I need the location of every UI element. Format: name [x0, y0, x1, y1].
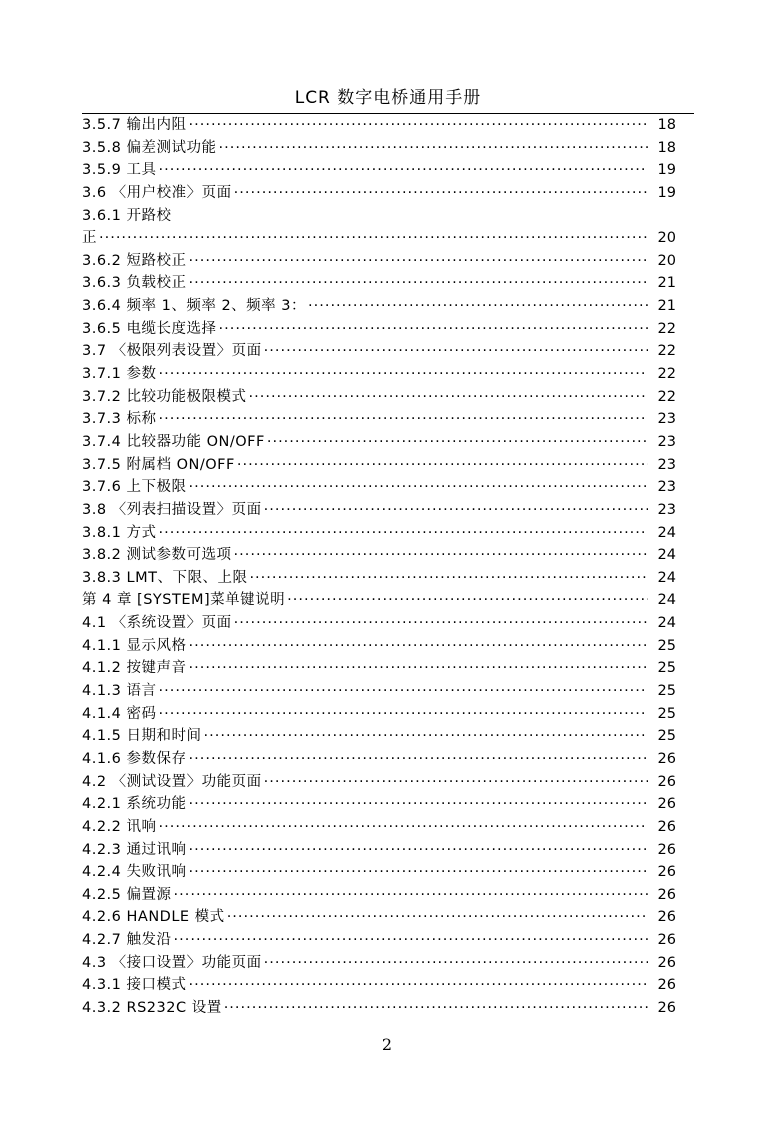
toc-entry-page: 23 — [657, 433, 676, 450]
toc-entry[interactable] — [82, 997, 676, 1020]
toc-leader-dots — [264, 771, 648, 794]
toc-entry-page: 26 — [657, 750, 676, 767]
toc-leader-dots — [159, 363, 648, 386]
toc-entry-page: 23 — [657, 456, 676, 473]
toc-entry[interactable] — [82, 114, 676, 137]
toc-leader-dots — [224, 997, 648, 1020]
toc-entry-page: 22 — [657, 343, 676, 360]
toc-entry[interactable] — [82, 205, 676, 228]
toc-entry[interactable] — [82, 295, 676, 318]
toc-entry[interactable] — [82, 408, 676, 431]
toc-entry-page: 25 — [657, 728, 676, 745]
toc-entry[interactable] — [82, 454, 676, 477]
toc-entry-label: 3.6 〈用户校准〉页面 — [82, 184, 232, 201]
toc-entry-page: 24 — [657, 547, 676, 564]
toc-entry-label: 3.8.2 测试参数可选项 — [82, 547, 232, 564]
toc-leader-dots — [219, 137, 648, 160]
toc-entry-page: 26 — [657, 796, 676, 813]
toc-entry[interactable] — [82, 250, 676, 273]
toc-entry-label: 4.1.2 按键声音 — [82, 660, 187, 677]
toc-entry-label: 4.2.4 失败讯响 — [82, 864, 187, 881]
toc-leader-dots — [189, 272, 648, 295]
toc-entry-page: 19 — [657, 162, 676, 179]
toc-entry-label: 4.3.1 接口模式 — [82, 977, 187, 994]
toc-leader-dots — [287, 589, 648, 612]
toc-leader-dots — [234, 544, 648, 567]
toc-entry-label: 3.5.7 输出内阻 — [82, 117, 187, 133]
toc-entry-page: 25 — [657, 683, 676, 700]
toc-leader-dots — [159, 680, 648, 703]
toc-entry-label: 3.7.4 比较器功能 ON/OFF — [82, 433, 265, 450]
toc-entry-label: 3.6.2 短路校正 — [82, 252, 187, 269]
toc-leader-dots — [249, 386, 648, 409]
toc-leader-dots — [159, 703, 648, 726]
toc-entry-label: 3.7.2 比较功能极限模式 — [82, 388, 247, 405]
toc-entry-page: 24 — [657, 524, 676, 541]
toc-leader-dots — [189, 635, 648, 658]
toc-entry[interactable] — [82, 340, 676, 363]
toc-entry-page: 18 — [657, 139, 676, 156]
toc-entry-label: 3.6.5 电缆长度选择 — [82, 320, 217, 337]
toc-entry[interactable] — [82, 589, 676, 612]
toc-entry-page: 22 — [657, 388, 676, 405]
toc-entry[interactable] — [82, 884, 676, 907]
toc-entry-label: 3.8.3 LMT、下限、上限 — [82, 569, 248, 586]
toc-entry-page: 26 — [657, 909, 676, 926]
toc-entry-page: 26 — [657, 886, 676, 903]
toc-entry[interactable] — [82, 952, 676, 975]
toc-leader-dots — [189, 250, 648, 273]
toc-leader-dots — [264, 340, 648, 363]
toc-leader-dots — [267, 431, 648, 454]
toc-entry-page: 26 — [657, 999, 676, 1016]
toc-entry-label: 4.2.5 偏置源 — [82, 886, 172, 903]
toc-entry[interactable] — [82, 906, 676, 929]
toc-entry[interactable] — [82, 544, 676, 567]
toc-leader-dots — [249, 567, 648, 590]
toc-entry-page: 26 — [657, 841, 676, 858]
toc-entry[interactable] — [82, 318, 676, 341]
toc-entry[interactable] — [82, 703, 676, 726]
toc-leader-dots — [99, 227, 648, 250]
toc-leader-dots — [174, 884, 648, 907]
toc-entry-label: 第 4 章 [SYSTEM]菜单键说明 — [82, 592, 286, 609]
toc-entry-label: 4.2 〈测试设置〉功能页面 — [82, 773, 262, 790]
toc-entry-page: 22 — [657, 366, 676, 383]
toc-entry-page: 25 — [657, 637, 676, 654]
toc-entry-label: 3.7.5 附属档 ON/OFF — [82, 456, 235, 473]
toc-entry-label: 4.3 〈接口设置〉功能页面 — [82, 954, 262, 971]
toc-entry[interactable] — [82, 974, 676, 997]
toc-entry[interactable] — [82, 272, 676, 295]
toc-entry[interactable] — [82, 657, 676, 680]
toc-entry-label: 3.6.1 开路校 — [82, 207, 172, 224]
toc-leader-dots — [189, 793, 648, 816]
toc-leader-dots — [234, 612, 648, 635]
toc-entry-label: 4.2.1 系统功能 — [82, 796, 187, 813]
toc-entry[interactable] — [82, 227, 676, 250]
toc-entry[interactable] — [82, 363, 676, 386]
toc-leader-dots — [219, 318, 648, 341]
toc-entry[interactable] — [82, 499, 676, 522]
toc-leader-dots — [189, 657, 648, 680]
toc-entry-page: 25 — [657, 705, 676, 722]
toc-entry-label: 3.5.9 工具 — [82, 162, 157, 179]
toc-entry[interactable] — [82, 476, 676, 499]
toc-entry-page: 26 — [657, 977, 676, 994]
toc-entry[interactable] — [82, 725, 676, 748]
toc-entry-label: 4.2.3 通过讯响 — [82, 841, 187, 858]
toc-entry-page: 26 — [657, 932, 676, 949]
toc-entry[interactable] — [82, 386, 676, 409]
toc-leader-dots — [174, 929, 648, 952]
toc-entry-label: 3.7.6 上下极限 — [82, 479, 187, 496]
toc-entry-page: 23 — [657, 411, 676, 428]
toc-leader-dots — [237, 454, 648, 477]
toc-entry[interactable] — [82, 635, 676, 658]
toc-entry-page: 24 — [657, 592, 676, 609]
toc-entry-page: 19 — [657, 184, 676, 201]
toc-entry-label: 4.2.2 讯响 — [82, 818, 157, 835]
page-number: 2 — [381, 1035, 393, 1054]
toc-leader-dots — [264, 952, 648, 975]
toc-entry-label: 4.2.7 触发沿 — [82, 932, 172, 949]
toc-entry-label: 3.7 〈极限列表设置〉页面 — [82, 343, 262, 360]
toc-entry-page: 25 — [657, 660, 676, 677]
toc-entry-page: 24 — [657, 615, 676, 632]
toc-entry-label: 3.6.4 频率 1、频率 2、频率 3： — [82, 298, 307, 315]
page-header-title: LCR 数字电桥通用手册 — [294, 88, 482, 108]
toc-leader-dots — [234, 182, 648, 205]
toc-entry[interactable] — [82, 680, 676, 703]
toc-entry[interactable] — [82, 839, 676, 862]
toc-entry[interactable] — [82, 793, 676, 816]
toc-entry[interactable] — [82, 861, 676, 884]
toc-entry[interactable] — [82, 137, 676, 160]
toc-entry-page: 21 — [657, 298, 676, 315]
toc-entry[interactable] — [82, 159, 676, 182]
toc-entry-page: 20 — [657, 230, 676, 247]
toc-entry[interactable] — [82, 748, 676, 771]
toc-entry[interactable] — [82, 522, 676, 545]
toc-leader-dots — [308, 295, 648, 318]
toc-entry[interactable] — [82, 771, 676, 794]
toc-entry-label: 3.8.1 方式 — [82, 524, 157, 541]
toc-entry-label: 3.7.3 标称 — [82, 411, 157, 428]
table-of-contents — [82, 114, 676, 1020]
toc-entry-label: 3.5.8 偏差测试功能 — [82, 139, 217, 156]
toc-entry-label: 正 — [82, 230, 97, 247]
toc-entry-label: 4.1.6 参数保存 — [82, 750, 187, 767]
toc-leader-dots — [227, 906, 648, 929]
toc-entry[interactable] — [82, 612, 676, 635]
toc-entry-page: 26 — [657, 773, 676, 790]
toc-leader-dots — [159, 522, 648, 545]
toc-entry-label: 4.1.4 密码 — [82, 705, 157, 722]
toc-entry-label: 4.2.6 HANDLE 模式 — [82, 909, 225, 926]
toc-entry-label: 4.1.5 日期和时间 — [82, 728, 202, 745]
toc-entry-page: 24 — [657, 569, 676, 586]
toc-entry[interactable] — [82, 182, 676, 205]
toc-entry[interactable] — [82, 816, 676, 839]
toc-entry-page: 26 — [657, 954, 676, 971]
toc-leader-dots — [189, 476, 648, 499]
toc-leader-dots — [189, 748, 648, 771]
toc-leader-dots — [264, 499, 648, 522]
toc-leader-dots — [189, 114, 648, 137]
toc-entry[interactable] — [82, 567, 676, 590]
toc-entry-label: 3.7.1 参数 — [82, 366, 157, 383]
toc-leader-dots — [189, 861, 648, 884]
toc-entry-page: 20 — [657, 252, 676, 269]
toc-leader-dots — [159, 816, 648, 839]
toc-entry-page: 23 — [657, 479, 676, 496]
toc-entry-page: 22 — [657, 320, 676, 337]
toc-entry-page: 23 — [657, 501, 676, 518]
toc-entry-page: 18 — [657, 117, 676, 133]
toc-entry-page: 26 — [657, 818, 676, 835]
toc-entry-label: 3.6.3 负载校正 — [82, 275, 187, 292]
toc-leader-dots — [189, 974, 648, 997]
toc-leader-dots — [189, 839, 648, 862]
toc-entry-page: 26 — [657, 864, 676, 881]
toc-entry-label: 4.1 〈系统设置〉页面 — [82, 615, 232, 632]
toc-entry-label: 3.8 〈列表扫描设置〉页面 — [82, 501, 262, 518]
toc-entry[interactable] — [82, 929, 676, 952]
toc-leader-dots — [159, 159, 648, 182]
toc-entry-label: 4.1.1 显示风格 — [82, 637, 187, 654]
toc-leader-dots — [159, 408, 648, 431]
toc-entry-label: 4.1.3 语言 — [82, 683, 157, 700]
toc-entry-label: 4.3.2 RS232C 设置 — [82, 999, 222, 1016]
toc-leader-dots — [204, 725, 648, 748]
toc-entry-page: 21 — [657, 275, 676, 292]
toc-entry[interactable] — [82, 431, 676, 454]
